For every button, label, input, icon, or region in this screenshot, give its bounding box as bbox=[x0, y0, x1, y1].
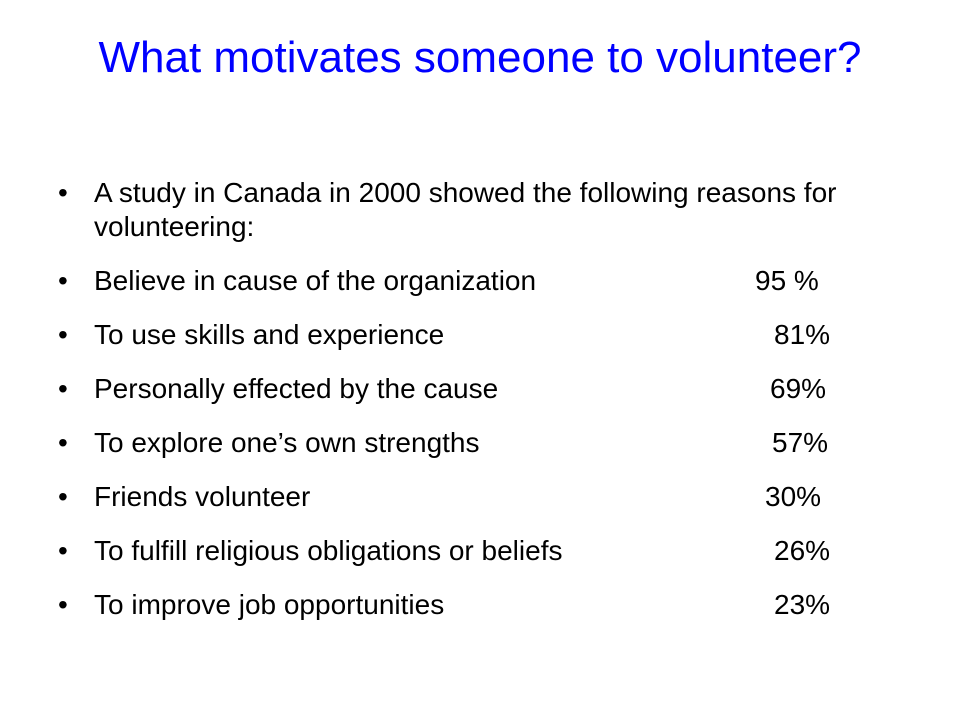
bullet-marker: • bbox=[58, 265, 68, 296]
intro-bullet bbox=[58, 176, 878, 244]
reason-item bbox=[58, 534, 878, 568]
reason-percent: 57% bbox=[772, 427, 829, 458]
reason-label: To fulfill religious obligations or beliefs bbox=[94, 535, 563, 566]
intro-text: A study in Canada in 2000 showed the following reasons for volunteering: bbox=[94, 177, 837, 242]
reason-label: To explore one’s own strengths bbox=[94, 427, 480, 458]
reason-item bbox=[58, 264, 878, 298]
reason-percent: 95 % bbox=[755, 265, 819, 296]
reason-label: Believe in cause of the organization bbox=[94, 265, 537, 296]
reason-percent: 30% bbox=[765, 481, 822, 512]
reason-percent: 81% bbox=[774, 319, 831, 350]
bullet-marker: • bbox=[58, 589, 68, 620]
bullet-marker: • bbox=[58, 177, 68, 208]
bullet-marker: • bbox=[58, 319, 68, 350]
reason-percent: 69% bbox=[770, 373, 827, 404]
bullet-marker: • bbox=[58, 373, 68, 404]
reason-item bbox=[58, 372, 878, 406]
reason-percent: 26% bbox=[774, 535, 831, 566]
reason-item bbox=[58, 318, 878, 352]
reason-item bbox=[58, 588, 878, 622]
bullet-marker: • bbox=[58, 427, 68, 458]
slide-title: What motivates someone to volunteer? bbox=[98, 33, 862, 82]
reason-percent: 23% bbox=[774, 589, 831, 620]
reason-label: Friends volunteer bbox=[94, 481, 311, 512]
reason-label: Personally effected by the cause bbox=[94, 373, 499, 404]
reason-item bbox=[58, 480, 878, 514]
bullet-list bbox=[58, 176, 878, 642]
bullet-marker: • bbox=[58, 481, 68, 512]
reason-label: To improve job opportunities bbox=[94, 589, 445, 620]
reason-label: To use skills and experience bbox=[94, 319, 445, 350]
bullet-marker: • bbox=[58, 535, 68, 566]
reason-item bbox=[58, 426, 878, 460]
